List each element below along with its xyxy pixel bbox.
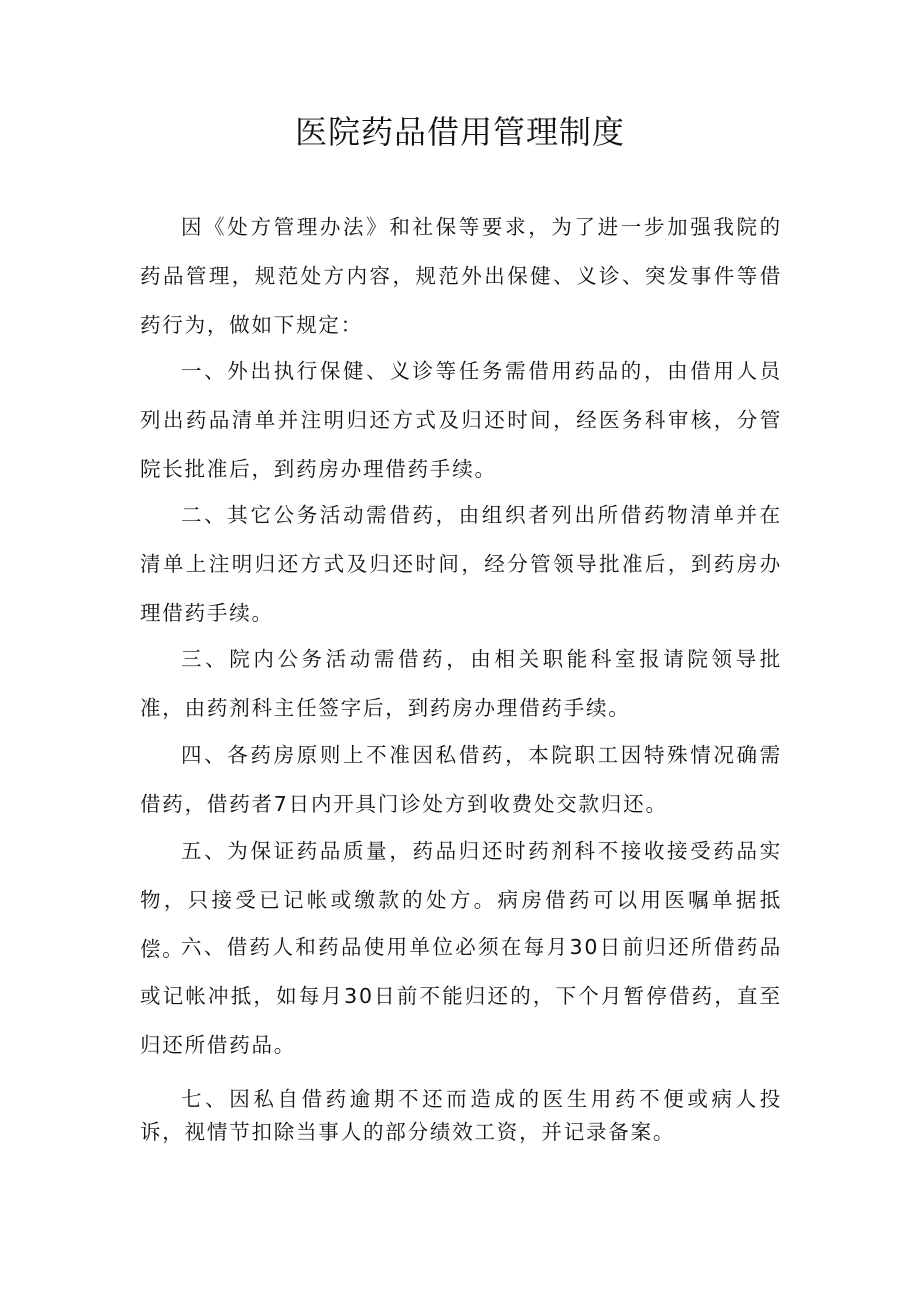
document-title: 医院药品借用管理制度	[294, 113, 625, 151]
paragraph-rule-6: 六、借药人和药品使用单位必须在每月30日前归还所借药品或记帐冲抵，如每月30日前不能归还的，下个月暂停借药，直至归还所借药品。	[140, 935, 782, 1057]
paragraph-rule-1: 一、外出执行保健、义诊等任务需借用药品的，由借用人员列出药品清单并注明归还方式及归还时间，经医务科审核，分管院长批准后，到药房办理借药手续。	[140, 359, 782, 481]
paragraph-rule-4: 四、各药房原则上不准因私借药，本院职工因特殊情况确需借药，借药者7日内开具门诊处方到收费处交款归还。	[140, 743, 782, 816]
paragraph-rule-2: 二、其它公务活动需借药，由组织者列出所借药物清单并在清单上注明归还方式及归还时间，经分管领导批准后，到药房办理借药手续。	[140, 503, 782, 625]
paragraph-rule-3: 三、院内公务活动需借药，由相关职能科室报请院领导批准，由药剂科主任签字后，到药房办理借药手续。	[140, 647, 782, 720]
paragraph-rule-5: 五、为保证药品质量，药品归还时药剂科不接收接受药品实物，只接受已记帐或缴款的处方。病房借药可以用医嘱单据抵偿。	[140, 839, 782, 961]
paragraph-rule-7: 七、因私自借药逾期不还而造成的医生用药不便或病人投诉，视情节扣除当事人的部分绩效工资，并记录备案。	[140, 1087, 782, 1144]
paragraph-intro: 因《处方管理办法》和社保等要求，为了进一步加强我院的药品管理，规范处方内容，规范外出保健、义诊、突发事件等借药行为，做如下规定：	[140, 215, 782, 337]
